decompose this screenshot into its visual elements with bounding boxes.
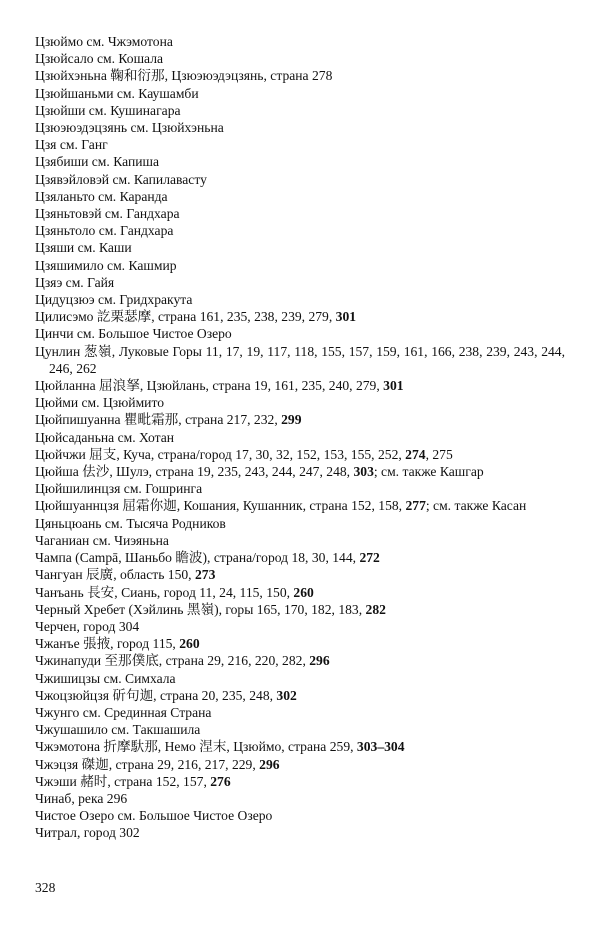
index-entry (35, 532, 565, 549)
entry-text: Чанъань 長安, Сиань, город 11, 24, 115, 150, (35, 584, 294, 600)
main-page-ref: 296 (309, 653, 330, 669)
index-entry (35, 325, 565, 342)
index-entry (35, 394, 565, 411)
entry-text: Чжунго см. Срединная Страна (35, 704, 212, 720)
entry-text: Цзя см. Ганг (35, 137, 108, 153)
index-entry (35, 205, 565, 222)
index-entry (35, 50, 565, 67)
entry-text: Цзявэйловэй см. Капилавасту (35, 171, 207, 187)
index-entry (35, 618, 565, 635)
index-entry (35, 824, 565, 841)
index-entry (35, 308, 565, 325)
entry-text: Цюйчжи 屈支, Куча, страна/город 17, 30, 32, 152, 153, 155, 252, (35, 446, 406, 462)
entry-text: Чжэцзя 磔迦, страна 29, 216, 217, 229, (35, 756, 260, 772)
entry-text: Цзяши см. Каши (35, 240, 132, 256)
index-entry (35, 102, 565, 119)
entry-text: Чистое Озеро см. Большое Чистое Озеро (35, 808, 273, 824)
entry-text: , 275 (425, 446, 453, 462)
entry-text: Цзяланьто см. Каранда (35, 188, 168, 204)
entry-text: Цзюйши см. Кушинагара (35, 102, 181, 118)
index-entry (35, 239, 565, 256)
index-entry (35, 33, 565, 50)
entry-text: Чампа (Campā, Шаньбо 瞻波), страна/город 18, 30, 144, (35, 550, 360, 566)
index-entry (35, 171, 565, 188)
main-page-ref: 277 (405, 498, 426, 514)
index-entry (35, 480, 565, 497)
entry-text: Чжоцзюйцзя 斫句迦, страна 20, 235, 248, (35, 687, 277, 703)
main-page-ref: 296 (259, 756, 280, 772)
entry-text: Цюйшилинцзя см. Гошринга (35, 481, 203, 497)
index-entry (35, 515, 565, 532)
index-entry (35, 274, 565, 291)
main-page-ref: 274 (405, 446, 426, 462)
entry-text: Цилисэмо 訖栗瑟摩, страна 161, 235, 238, 239, 279, (35, 309, 336, 325)
index-entry (35, 153, 565, 170)
entry-text: Цзяньтовэй см. Гандхара (35, 206, 180, 222)
entry-text: Черчен, город 304 (35, 618, 140, 634)
index-entry (35, 704, 565, 721)
entry-text: ; см. также Касан (425, 498, 527, 514)
entry-text: Чжушашило см. Такшашила (35, 722, 201, 738)
main-page-ref: 273 (194, 567, 216, 583)
index-entry (35, 584, 565, 601)
index-entry (35, 343, 565, 377)
main-page-ref: 301 (383, 378, 404, 394)
entry-text: Цзюйсало см. Кошала (35, 51, 164, 67)
index-entry (35, 807, 565, 824)
index-entry (35, 756, 565, 773)
index-entry (35, 670, 565, 687)
entry-text: Чжэши 赭时, страна 152, 157, (35, 773, 211, 789)
entry-text: Цюйланна 屈浪拏, Цзюйлань, страна 19, 161, 235, 240, 279, (35, 378, 384, 394)
main-page-ref: 276 (210, 773, 231, 789)
main-page-ref: 301 (335, 309, 357, 325)
entry-text: ; см. также Кашгар (373, 464, 484, 480)
index-entry (35, 497, 565, 514)
entry-text: Цюйшуаннцзя 屈霜你迦, Кошания, Кушанник, страна 152, 158, (35, 498, 406, 514)
main-page-ref: 260 (179, 636, 200, 652)
index-entry (35, 429, 565, 446)
index-entry (35, 652, 565, 669)
entry-text: Чжинапуди 至那僕底, страна 29, 216, 220, 282, (35, 653, 310, 669)
main-page-ref: 302 (276, 687, 297, 703)
index-entry (35, 446, 565, 463)
entry-text: Цюйсаданьна см. Хотан (35, 429, 175, 445)
entry-text: Чаганиан см. Чиэяньна (35, 532, 169, 548)
index-entry (35, 67, 565, 84)
entry-text: Цзюймо см. Чжэмотона (35, 34, 173, 49)
entry-text: Цинчи см. Большое Чистое Озеро (35, 326, 232, 342)
index-entry (35, 687, 565, 704)
entry-text: Цзяэ см. Гайя (35, 274, 115, 290)
index-entry (35, 222, 565, 239)
index-list (35, 33, 565, 842)
index-entry (35, 566, 565, 583)
index-entry (35, 549, 565, 566)
index-entry (35, 463, 565, 480)
entry-text: Цунлин 葱嶺, Луковые Горы 11, 17, 19, 117, 118, 155, 157, 159, 161, 166, 238, 239, 243, 244, 246, 262 (35, 343, 565, 376)
main-page-ref: 303–304 (356, 739, 405, 755)
entry-text: Цюйми см. Цзюймито (35, 395, 165, 411)
index-entry (35, 721, 565, 738)
main-page-ref: 303 (353, 464, 374, 480)
index-entry (35, 738, 565, 755)
entry-text: Чангуан 辰廣, область 150, (35, 567, 195, 583)
index-entry (35, 411, 565, 428)
entry-text: Чжэмотона 折摩馱那, Немо 涅末, Цзюймо, страна 259, (35, 739, 357, 755)
index-entry (35, 85, 565, 102)
entry-text: Цзяньтоло см. Гандхара (35, 223, 174, 239)
entry-text: Цяньцюань см. Тысяча Родников (35, 515, 226, 531)
entry-text: Цзюйхэньна 鞠和衍那, Цзюэюэдэцзянь, страна 278 (35, 68, 333, 84)
index-entry (35, 188, 565, 205)
entry-text: Чжишицзы см. Симхала (35, 670, 176, 686)
entry-text: Цзюэюэдэцзянь см. Цзюйхэньна (35, 120, 224, 136)
entry-text: Черный Хребет (Хэйлинь 黑嶺), горы 165, 170, 182, 183, (35, 601, 366, 617)
entry-text: Чжанъе 張掖, город 115, (35, 636, 180, 652)
index-entry (35, 377, 565, 394)
entry-text: Цзяшимило см. Кашмир (35, 257, 177, 273)
entry-text: Цюйпишуанна 瞿毗霜那, страна 217, 232, (35, 412, 282, 428)
main-page-ref: 282 (365, 601, 386, 617)
entry-text: Цзюйшаньми см. Каушамби (35, 85, 199, 101)
index-entry (35, 257, 565, 274)
main-page-ref: 272 (359, 550, 380, 566)
entry-text: Цзябиши см. Капиша (35, 154, 159, 170)
index-entry (35, 790, 565, 807)
page-number: 328 (35, 880, 56, 895)
entry-text: Чинаб, река 296 (35, 790, 128, 806)
index-entry (35, 291, 565, 308)
index-entry (35, 601, 565, 618)
entry-text: Цюйша 佉沙, Шулэ, страна 19, 235, 243, 244, 247, 248, (35, 464, 354, 480)
main-page-ref: 299 (281, 412, 302, 428)
entry-text: Читрал, город 302 (35, 825, 140, 841)
index-entry (35, 635, 565, 652)
entry-text: Цидуцзюэ см. Гридхракута (35, 292, 193, 308)
index-entry (35, 773, 565, 790)
index-entry (35, 119, 565, 136)
main-page-ref: 260 (293, 584, 314, 600)
index-entry (35, 136, 565, 153)
